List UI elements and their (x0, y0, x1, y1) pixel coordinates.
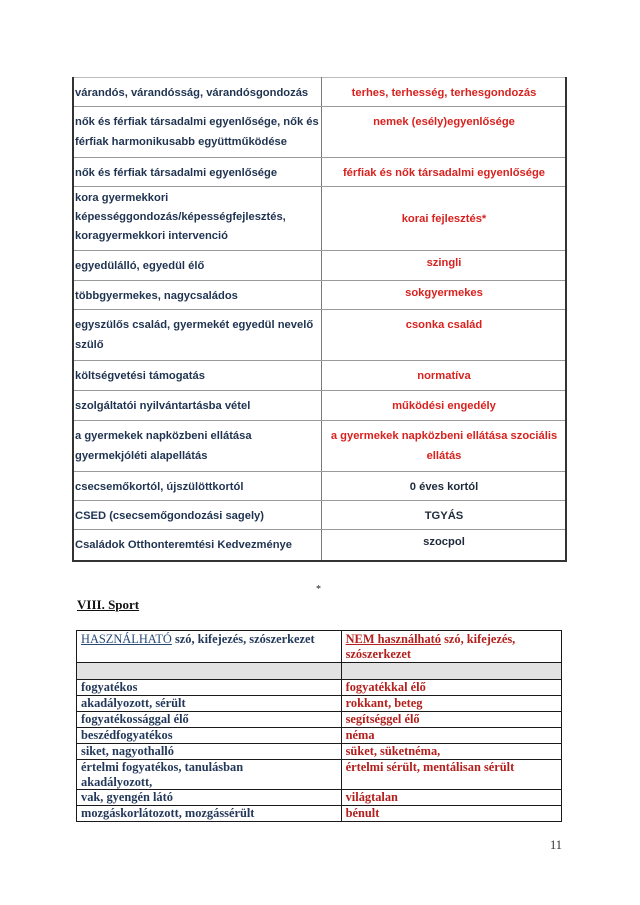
usable-term-cell: értelmi fogyatékos, tanulásban akadályozott, (77, 760, 342, 790)
table-row (77, 696, 562, 712)
not-usable-header-text: szó, kifejezés, szószerkezet (345, 632, 516, 661)
usable-term-cell: várandós, várandósság, várandósgondozás (73, 78, 321, 107)
spacer-cell (341, 663, 561, 680)
table-row (73, 78, 566, 107)
not-usable-term-cell: rokkant, beteg (341, 696, 561, 712)
table-row (73, 391, 566, 421)
spacer-cell (77, 663, 342, 680)
not-usable-term-cell: a gyermekek napközbeni ellátása szociális ellátás (321, 421, 566, 472)
table-row (73, 361, 566, 391)
not-usable-term-cell: 0 éves kortól (321, 472, 566, 501)
not-usable-header-highlight: NEM használható (345, 632, 441, 646)
usable-term-cell: vak, gyengén látó (77, 790, 342, 806)
table-row (73, 310, 566, 361)
not-usable-term-cell: fogyatékkal élő (341, 680, 561, 696)
table-row (73, 281, 566, 310)
not-usable-term-cell: normatíva (321, 361, 566, 391)
not-usable-term-cell: néma (341, 728, 561, 744)
table-row (77, 790, 562, 806)
not-usable-term-cell: értelmi sérült, mentálisan sérült (341, 760, 561, 790)
table-row (77, 744, 562, 760)
not-usable-term-cell: korai fejlesztés* (321, 187, 566, 251)
usable-term-cell: egyszülős család, gyermekét egyedül nevelő szülő (73, 310, 321, 361)
not-usable-term-cell: segítséggel élő (341, 712, 561, 728)
usable-term-cell: a gyermekek napközbeni ellátása gyermekjóléti alapellátás (73, 421, 321, 472)
table-row (73, 472, 566, 501)
table-row (73, 501, 566, 530)
table-row (73, 107, 566, 158)
table-row (73, 158, 566, 187)
usable-header-cell (77, 631, 342, 663)
not-usable-term-cell: szocpol (321, 530, 566, 561)
usable-term-cell: mozgáskorlátozott, mozgássérült (77, 806, 342, 822)
not-usable-term-cell: bénult (341, 806, 561, 822)
usable-term-cell: költségvetési támogatás (73, 361, 321, 391)
not-usable-header-cell (341, 631, 561, 663)
page-number: 11 (550, 838, 563, 852)
usable-term-cell: CSED (csecsemőgondozási sagely) (73, 501, 321, 530)
table-row (77, 712, 562, 728)
usable-term-cell: szolgáltatói nyilvántartásba vétel (73, 391, 321, 421)
section-title: VIII. Sport (77, 597, 140, 612)
table-row (73, 187, 566, 251)
not-usable-term-cell: sokgyermekes (321, 281, 566, 310)
usable-term-cell: beszédfogyatékos (77, 728, 342, 744)
table-row (73, 251, 566, 281)
not-usable-term-cell: nemek (esély)egyenlősége (321, 107, 566, 158)
usable-term-cell: fogyatékos (77, 680, 342, 696)
usable-term-cell: akadályozott, sérült (77, 696, 342, 712)
not-usable-term-cell: terhes, terhesség, terhesgondozás (321, 78, 566, 107)
usable-term-cell: nők és férfiak társadalmi egyenlősége (73, 158, 321, 187)
usable-header-highlight: HASZNÁLHATÓ (81, 632, 172, 646)
table-row (73, 530, 566, 561)
not-usable-term-cell: működési engedély (321, 391, 566, 421)
usable-term-cell: többgyermekes, nagycsaládos (73, 281, 321, 310)
usable-term-cell: egyedülálló, egyedül élő (73, 251, 321, 281)
not-usable-term-cell: férfiak és nők társadalmi egyenlősége (321, 158, 566, 187)
usable-header-text: szó, kifejezés, szószerkezet (171, 632, 315, 646)
not-usable-term-cell: süket, süketnéma, (341, 744, 561, 760)
usable-term-cell: csecsemőkortól, újszülöttkortól (73, 472, 321, 501)
not-usable-term-cell: világtalan (341, 790, 561, 806)
footnote-marker: * (316, 584, 321, 595)
not-usable-term-cell: szingli (321, 251, 566, 281)
table-row (77, 680, 562, 696)
terminology-table-general (72, 77, 567, 562)
table-header-row (77, 631, 562, 663)
usable-term-cell: kora gyermekkori képességgondozás/képességfejlesztés, koragyermekkori intervenció (73, 187, 321, 251)
table-row (77, 806, 562, 822)
usable-term-cell: Családok Otthonteremtési Kedvezménye (73, 530, 321, 561)
usable-term-cell: siket, nagyothalló (77, 744, 342, 760)
not-usable-term-cell: TGYÁS (321, 501, 566, 530)
not-usable-term-cell: csonka család (321, 310, 566, 361)
usable-term-cell: fogyatékossággal élő (77, 712, 342, 728)
usable-term-cell: nők és férfiak társadalmi egyenlősége, nők és férfiak harmonikusabb együttműködése (73, 107, 321, 158)
table-row (77, 760, 562, 790)
table-row (73, 421, 566, 472)
table-spacer-row (77, 663, 562, 680)
table-row (77, 728, 562, 744)
terminology-table-sport (76, 630, 562, 822)
